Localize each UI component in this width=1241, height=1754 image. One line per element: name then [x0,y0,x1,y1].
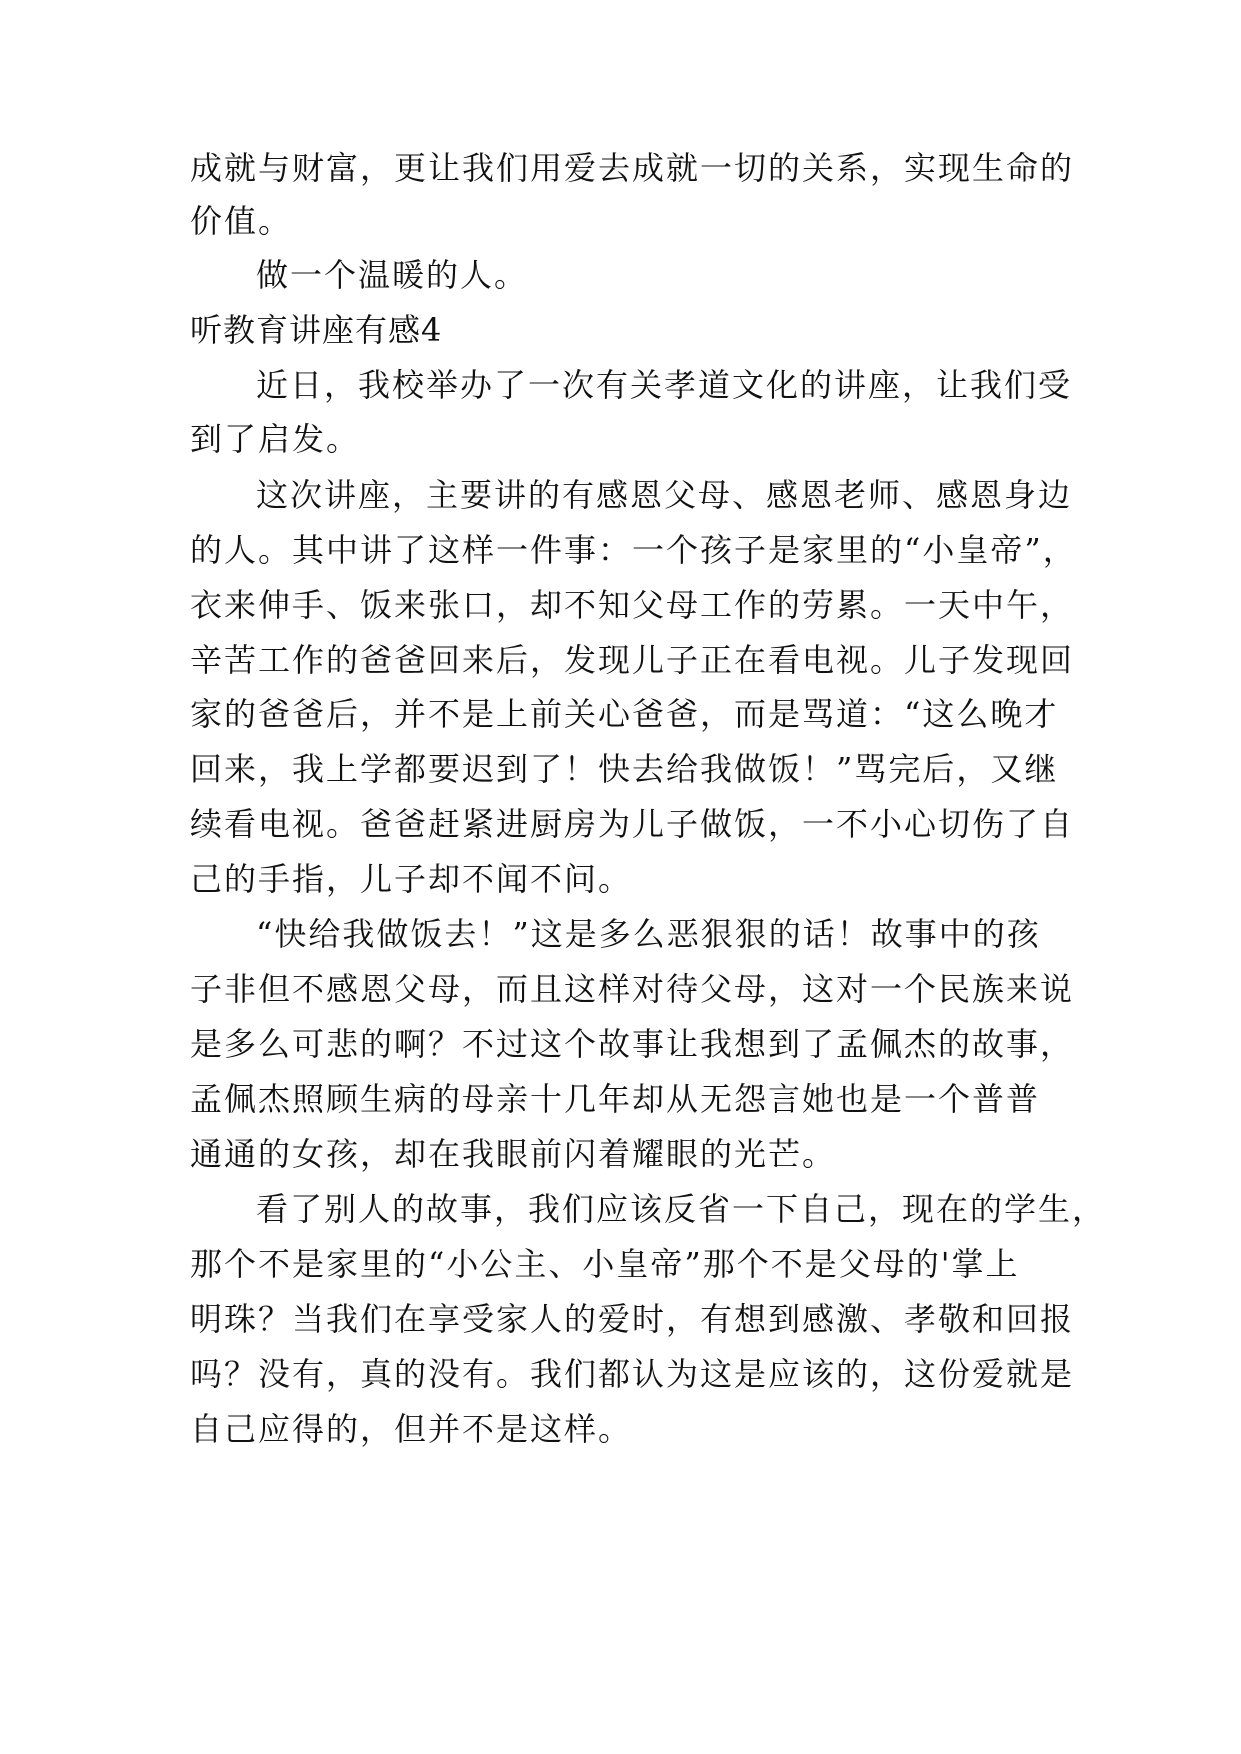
text-line-24: 自己应得的，但并不是这样。 [190,1410,633,1448]
text-line-3: 做一个温暖的人。 [256,256,529,294]
text-line-15: “快给我做饭去！”这是多么恶狠狠的话！故事中的孩 [256,915,1041,953]
text-line-8: 的人。其中讲了这样一件事：一个孩子是家里的“小皇帝”， [190,531,1077,569]
text-line-6: 到了启发。 [190,420,361,458]
section-heading: 听教育讲座有感4 [190,311,443,349]
text-line-23: 吗？没有，真的没有。我们都认为这是应该的，这份爱就是 [190,1355,1075,1393]
text-line-14: 己的手指，儿子却不闻不问。 [190,860,633,898]
text-line-16: 子非但不感恩父母，而且这样对待父母，这对一个民族来说 [190,970,1075,1008]
text-line-13: 续看电视。爸爸赶紧进厨房为儿子做饭，一不小心切伤了自 [190,805,1075,843]
text-line-2: 价值。 [190,202,293,240]
text-line-20: 看了别人的故事，我们应该反省一下自己，现在的学生， [256,1190,1107,1228]
text-line-22: 明珠？当我们在享受家人的爱时，有想到感激、孝敬和回报 [190,1300,1075,1338]
text-line-10: 辛苦工作的爸爸回来后，发现儿子正在看电视。儿子发现回 [190,641,1075,679]
text-line-11: 家的爸爸后，并不是上前关心爸爸，而是骂道：“这么晚才 [190,695,1059,733]
text-line-21: 那个不是家里的“小公主、小皇帝”那个不是父母的'掌上 [190,1245,1020,1283]
text-line-12: 回来，我上学都要迟到了！快去给我做饭！”骂完后，又继 [190,750,1059,788]
text-line-18: 孟佩杰照顾生病的母亲十几年却从无怨言她也是一个普普 [190,1080,1041,1118]
text-line-5: 近日，我校举办了一次有关孝道文化的讲座，让我们受 [256,366,1073,404]
text-line-19: 通通的女孩，却在我眼前闪着耀眼的光芒。 [190,1135,837,1173]
text-line-1: 成就与财富，更让我们用爱去成就一切的关系，实现生命的 [190,149,1075,187]
text-line-17: 是多么可悲的啊？不过这个故事让我想到了孟佩杰的故事， [190,1025,1075,1063]
text-line-7: 这次讲座，主要讲的有感恩父母、感恩老师、感恩身边 [256,476,1073,514]
text-line-9: 衣来伸手、饭来张口，却不知父母工作的劳累。一天中午， [190,586,1075,624]
